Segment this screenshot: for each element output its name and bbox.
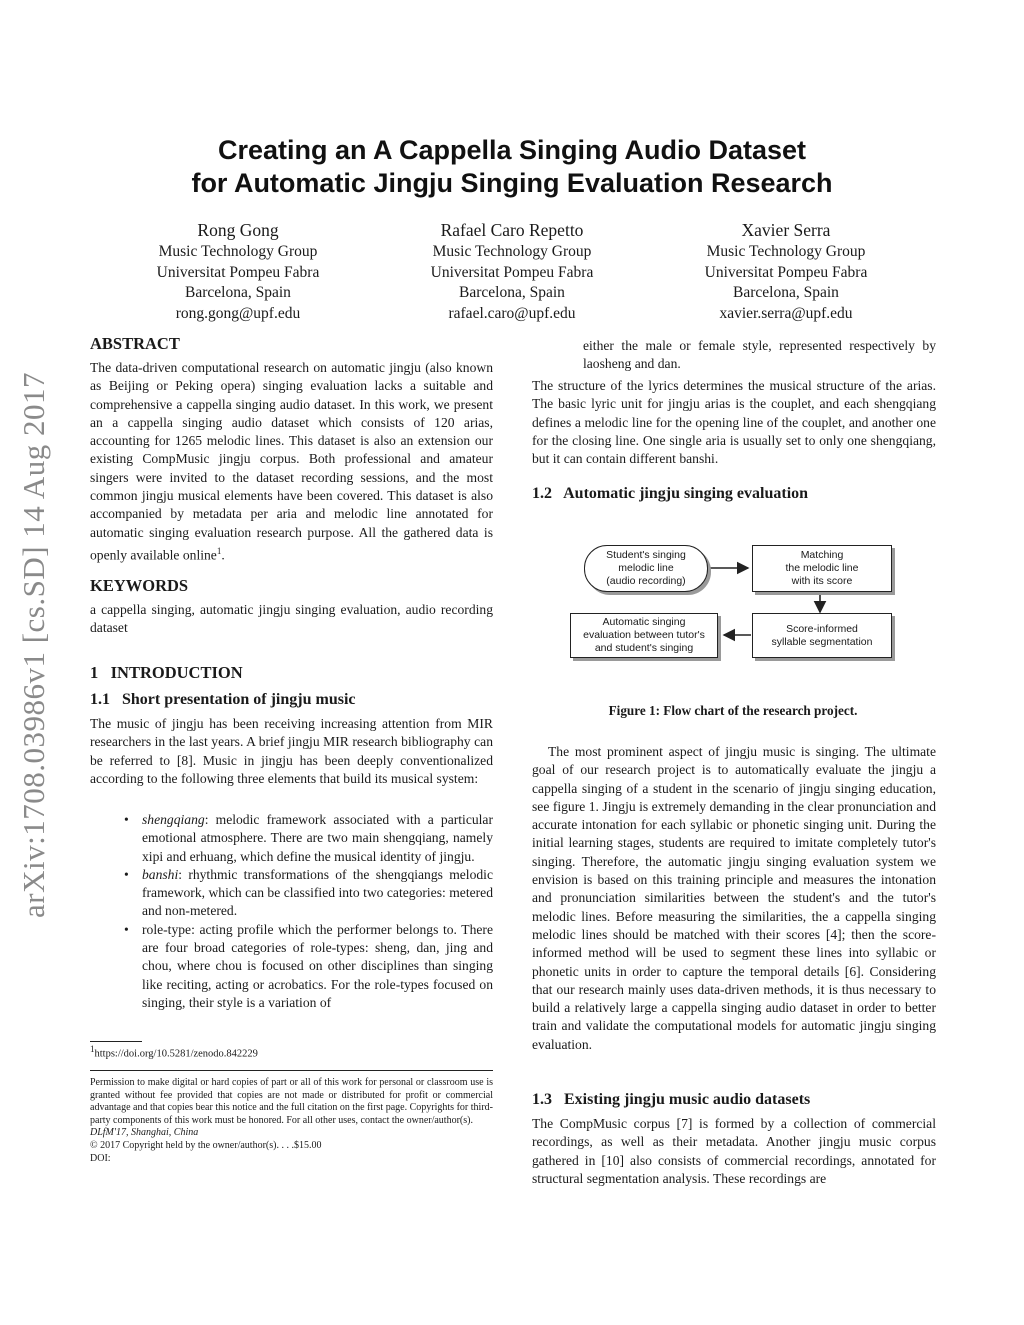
list-item (120, 866, 493, 921)
intro-paragraph: The music of jingju has been receiving increasing attention from MIR researchers in the last years. A brief jingju MIR research bibliography can be referred to [8]. Music in jingju has been deeply conventionalized according to the following three elements that build its musical system: (90, 716, 493, 786)
abstract-text (90, 359, 493, 565)
paper-title-line-2: for Automatic Jingju Singing Evaluation Research (191, 168, 833, 198)
footnote-ref[interactable]: 1 (216, 545, 222, 556)
abstract-end: . (221, 547, 225, 563)
list-text: : melodic framework associated with a particular emotional atmosphere. There are two main shengqiang, namely xipi and erhuang, which define the musical identity of jingju. (142, 812, 493, 864)
conference-venue: DLfM'17, Shanghai, China (90, 1127, 199, 1139)
author-org: Universitat Pompeu Fabra (156, 263, 320, 281)
flow-node-automatic-evaluation: Automatic singing evaluation between tutor's and student's singing (570, 613, 718, 658)
singing-paragraph: The most prominent aspect of jingju music is singing. The ultimate goal of our research project is to automatically evaluate the jingju a cappella singing of a student in the scenario of jingju singing education, see figure 1. Jingju is extremely demanding in the clear pronunciation and accurate intonation for each syllabic or phonetic singing unit. During the initial learning stages, students are required to imitate completely tutor's singing. Therefore, the automatic jingju singing evaluation system we envision is based on this training principle and measures the intonation and pronunciation similarities between the student's and the tutor's melodic lines. Before measuring the similarities, the a cappella singing melodic lines should be matched with their scores [4]; then the score-informed method will be used to segment these lines into syllabic or phonetic units in order to capture the temporal details [6]. Considering that our research mainly uses data-driven methods, it is thus necessary to build a relatively large a cappella singing audio dataset in order to better train and validate the computational models for automatic jingju singing evaluation. (532, 744, 936, 1052)
list-text: role-type: acting profile which the performer belongs to. There are four broad categories of role-types: sheng, dan, jing and chou, where chou is focused on other disciplines than singing like reciting, acting or acrobatics. For the role-types focused on singing, their style is a variation of (142, 921, 493, 1010)
author-block-1 (108, 218, 368, 324)
list-item (120, 921, 493, 1012)
lyrics-structure-paragraph: The structure of the lyrics determines the musical structure of the arias. The basic lyric unit for jingju arias is the couplet, and each shengqiang defines a melodic line for the opening line of the couplet, and another one for the closing line. One single aria is usually set to only one shengqiang, but it can contain different banshi. (532, 378, 936, 467)
flow-node-matching: Matching the melodic line with its score (752, 545, 892, 592)
footnote-link[interactable]: https://doi.org/10.5281/zenodo.842229 (94, 1048, 258, 1060)
author-org: Universitat Pompeu Fabra (430, 263, 594, 281)
copyright-line: © 2017 Copyright held by the owner/author(s). . . .$15.00 (90, 1139, 322, 1151)
list-item (120, 811, 493, 866)
section-1-2-heading: 1.2 Automatic jingju singing evaluation (532, 485, 809, 502)
arxiv-stamp (10, 345, 58, 945)
footnote (90, 1044, 258, 1060)
author-email[interactable]: rafael.caro@upf.edu (448, 304, 576, 322)
permission-text: Permission to make digital or hard copies of part or all of this work for personal or classroom use is granted without fee provided that copies are not made or distributed for profit or commercial advantage and that copies bear this notice and the full citation on the first page. Copyrights for third-party components of this work must be honored. For all other uses, contact the owner/author(s). (90, 1077, 493, 1126)
abstract-body: The data-driven computational research on automatic jingju (also known as Beijing or Peking opera) singing evaluation lacks a suitable and comprehensive a cappella singing audio dataset. In this work, we present an a cappella singing audio dataset which consists of 120 arias, accounting for 1265 melodic lines. This dataset is also an extension our existing CompMusic jingju corpus. Both professional and amateur singers were invited to the dataset recording sessions, and the most common jingju musical elements have been covered. This dataset is also accompanied by metadata per aria and melodic line annotated for automatic singing evaluation research purpose. All the gathered data is openly available online (90, 360, 493, 563)
list-text: : rhythmic transformations of the shengqiangs melodic framework, which can be classified into two categories: metered and non-metered. (142, 866, 493, 919)
author-name: Rafael Caro Repetto (440, 220, 584, 240)
flow-node-student-singing: Student's singing melodic line (audio recording) (584, 545, 708, 592)
keywords-text: a cappella singing, automatic jingju singing evaluation, audio recording dataset (90, 602, 493, 636)
bullet-icon: • (124, 812, 129, 827)
author-email[interactable]: xavier.serra@upf.edu (719, 304, 853, 322)
permission-block (90, 1077, 493, 1165)
bullet-icon: • (124, 866, 129, 882)
list-term: shengqiang (142, 812, 205, 827)
musical-elements-list (120, 811, 493, 1012)
author-city: Barcelona, Spain (185, 284, 291, 301)
existing-datasets-paragraph: The CompMusic corpus [7] is formed by a collection of commercial recordings, as well as their metadata. Another jingju music corpus gathered in [10] also consists of commercial recordings, annotated for structural segmentation analysis. These recordings are (532, 1116, 936, 1186)
author-dept: Music Technology Group (158, 243, 318, 260)
author-block-3 (656, 218, 916, 324)
footnote-divider (90, 1041, 142, 1042)
author-name: Xavier Serra (741, 220, 831, 240)
keywords-heading: KEYWORDS (90, 576, 189, 595)
list-term: banshi (142, 866, 179, 882)
author-org: Universitat Pompeu Fabra (704, 263, 868, 281)
section-1-3-heading: 1.3 Existing jingju music audio datasets (532, 1091, 811, 1108)
abstract-heading: ABSTRACT (90, 334, 180, 353)
figure-caption: Figure 1: Flow chart of the research project. (608, 703, 858, 718)
author-dept: Music Technology Group (432, 243, 592, 260)
author-email[interactable]: rong.gong@upf.edu (175, 304, 301, 322)
arxiv-id: arXiv:1708.03986v1 [cs.SD] 14 Aug 2017 (16, 372, 51, 918)
author-city: Barcelona, Spain (733, 284, 839, 301)
bullet-icon: • (124, 921, 129, 937)
section-1-1-heading: 1.1 Short presentation of jingju music (90, 691, 356, 708)
author-name: Rong Gong (197, 220, 279, 240)
flow-node-score-informed: Score-informed syllable segmentation (752, 613, 892, 658)
paper-title-line-1: Creating an A Cappella Singing Audio Dataset (217, 135, 807, 165)
doi-line: DOI: (90, 1152, 111, 1164)
introduction-heading: 1 INTRODUCTION (90, 663, 243, 682)
author-block-2 (382, 218, 642, 324)
author-dept: Music Technology Group (706, 243, 866, 260)
permission-divider (90, 1070, 493, 1071)
author-city: Barcelona, Spain (459, 284, 565, 301)
role-type-continuation: either the male or female style, represented respectively by laosheng and dan. (583, 338, 936, 372)
footnote-mark: 1 (90, 1044, 95, 1054)
